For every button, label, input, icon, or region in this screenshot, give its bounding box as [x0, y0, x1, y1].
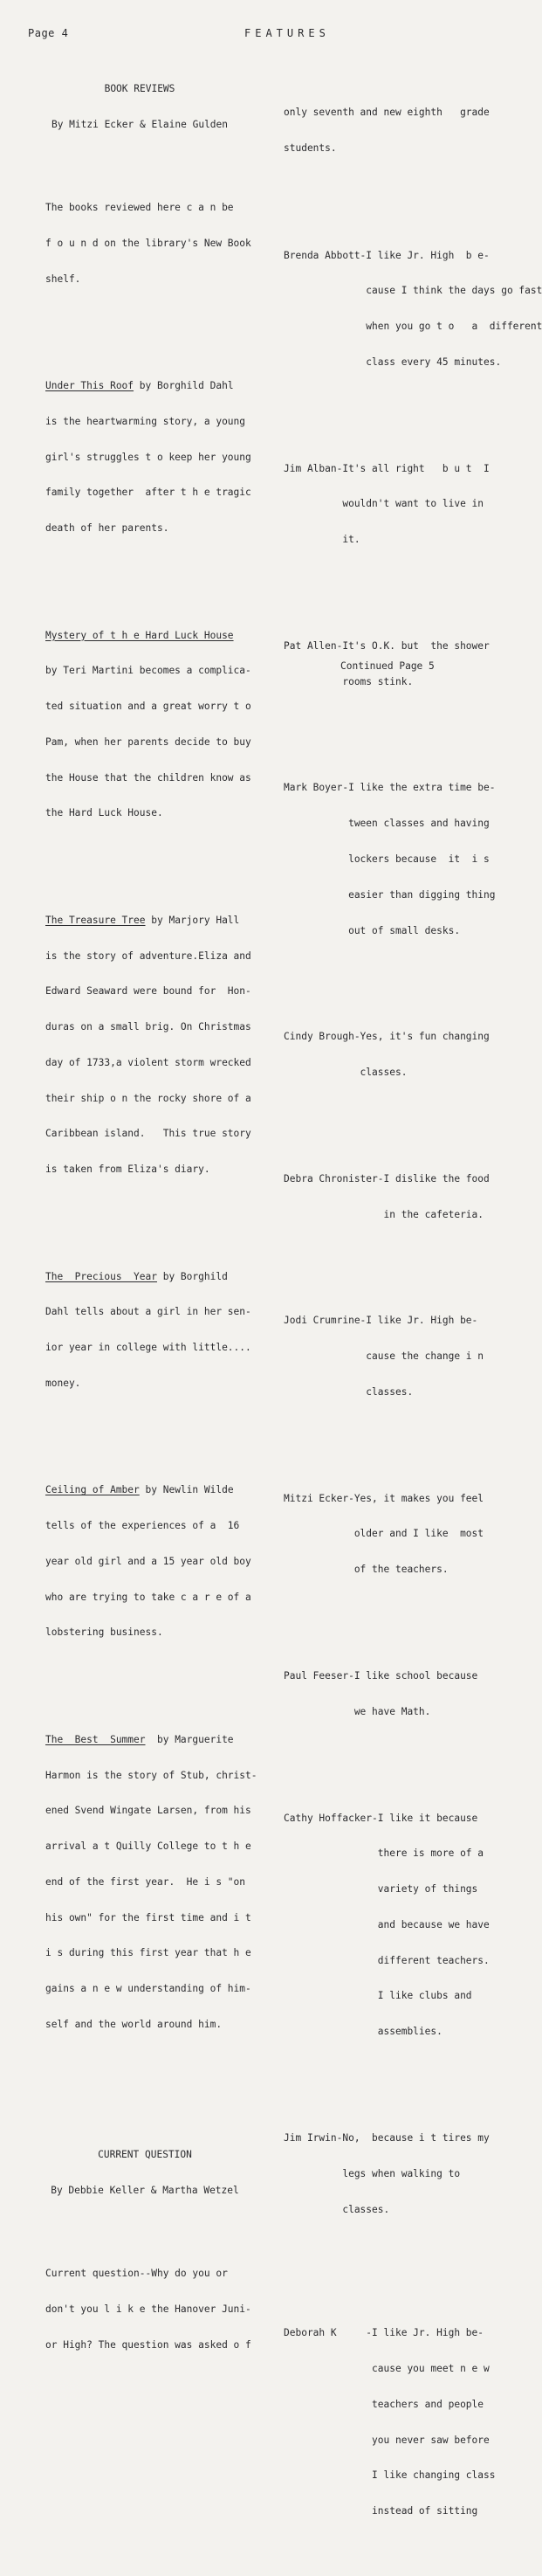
book-title: The Treasure Tree: [45, 914, 146, 926]
text-line: day of 1733,a violent storm wrecked: [45, 1056, 251, 1068]
text-line: gains a n e w understanding of him-: [45, 1983, 251, 1995]
text-line: Cindy Brough-Yes, it's fun changing: [284, 1031, 490, 1043]
text-line: [45, 630, 279, 642]
text-line: lobstering business.: [45, 1626, 163, 1639]
text-line: [45, 1484, 279, 1496]
review-hard-luck-house: [45, 605, 279, 843]
text-line: Dahl tells about a girl in her sen-: [45, 1306, 251, 1318]
text-line: older and I like most: [284, 1528, 484, 1540]
text-line: cause I think the days go fast: [284, 285, 542, 297]
text-line: ened Svend Wingate Larsen, from his: [45, 1805, 251, 1817]
text-line: out of small desks.: [284, 924, 461, 936]
text-line: ior year in college with little....: [45, 1342, 251, 1354]
text-line: self and the world around him.: [45, 2018, 223, 2030]
text-line: [45, 915, 279, 927]
text-line: students.: [284, 142, 337, 155]
book-title: Ceiling of Amber: [45, 1484, 140, 1496]
text-line: family together after t h e tragic: [45, 487, 251, 499]
text-line: when you go t o a different: [284, 321, 542, 333]
text-line: is the heartwarming story, a young: [45, 415, 246, 427]
response-mark-boyer: [284, 758, 518, 960]
text-line: f o u n d on the library's New Book: [45, 237, 251, 249]
continued-note: Continued Page 5: [340, 660, 435, 672]
text-span: by Borghild Dahl: [134, 380, 234, 392]
text-line: Current question--Why do you or: [45, 2268, 228, 2280]
text-line: arrival a t Quilly College to t h e: [45, 1840, 251, 1853]
response-paul-feeser: [284, 1647, 518, 1742]
page-number: Page 4: [28, 27, 69, 39]
left-column: [45, 59, 279, 2399]
text-line: legs when walking to: [284, 2167, 461, 2179]
text-line: tween classes and having: [284, 818, 490, 830]
text-line: who are trying to take c a r e of a: [45, 1591, 251, 1603]
text-line: classes.: [284, 1067, 408, 1079]
section-title: FEATURES: [244, 27, 330, 39]
current-question-heading: CURRENT QUESTION: [98, 2149, 192, 2161]
text-line: assemblies.: [284, 2026, 443, 2038]
response-cindy-brough: [284, 1007, 518, 1102]
text-line: classes.: [284, 1385, 414, 1398]
text-line: Jim Irwin-No, because i t tires my: [284, 2131, 490, 2144]
text-line: different teachers.: [284, 1954, 490, 1966]
text-line: and because we have: [284, 1918, 490, 1930]
text-line: Mark Boyer-I like the extra time be-: [284, 782, 496, 794]
text-line: girl's struggles t o keep her young: [45, 451, 251, 463]
text-line: of the teachers.: [284, 1564, 449, 1576]
text-line: Paul Feeser-I like school because: [284, 1670, 478, 1682]
text-line: the Hard Luck House.: [45, 807, 163, 819]
text-line: end of the first year. He i s "on: [45, 1875, 246, 1888]
response-jim-alban: [284, 439, 518, 570]
text-line: Harmon is the story of Stub, christ-: [45, 1769, 257, 1781]
text-line: don't you l i k e the Hanover Juni-: [45, 2303, 251, 2316]
review-ceiling-of-amber: [45, 1461, 279, 1662]
text-line: tells of the experiences of a 16: [45, 1520, 240, 1532]
text-line: class every 45 minutes.: [284, 356, 502, 368]
text-line: cause the change i n: [284, 1350, 484, 1363]
text-line: cause you meet n e w: [284, 2363, 490, 2375]
text-line: wouldn't want to live in: [284, 498, 484, 510]
text-line: is taken from Eliza's diary.: [45, 1164, 210, 1176]
book-title: The Best Summer: [45, 1733, 146, 1745]
current-question-intro: [45, 2244, 279, 2375]
text-line: Mitzi Ecker-Yes, it makes you feel: [284, 1492, 484, 1504]
text-line: [45, 1734, 279, 1746]
text-line: Pat Allen-It's O.K. but the shower: [284, 639, 490, 652]
text-line: instead of sitting: [284, 2505, 478, 2517]
text-line: [45, 380, 279, 392]
response-jodi-crumrine: [284, 1291, 518, 1422]
text-line: is the story of adventure.Eliza and: [45, 950, 251, 962]
text-line: you never saw before: [284, 2434, 490, 2446]
book-title: Under This Roof: [45, 380, 134, 392]
response-debra-chronister: [284, 1150, 518, 1245]
text-span: by Marguerite: [145, 1733, 234, 1745]
text-line: it.: [284, 534, 360, 546]
book-title: The Precious Year: [45, 1270, 157, 1282]
text-line: Jodi Crumrine-I like Jr. High be-: [284, 1315, 478, 1327]
text-line: teachers and people: [284, 2398, 484, 2410]
text-line: i s during this first year that h e: [45, 1947, 251, 1959]
text-line: the House that the children know as: [45, 771, 251, 784]
response-mitzi-ecker: [284, 1469, 518, 1600]
text-line: money.: [45, 1377, 81, 1389]
text-line: Brenda Abbott-I like Jr. High b e-: [284, 249, 490, 261]
text-span: by Marjory Hall: [145, 914, 240, 926]
response-deborah-k: [284, 2303, 518, 2541]
response-cathy-hoffacker: [284, 1788, 518, 2061]
review-under-this-roof: [45, 356, 279, 558]
text-line: classes.: [284, 2203, 390, 2215]
text-line: ted situation and a great worry t o: [45, 701, 251, 713]
book-reviews-heading: BOOK REVIEWS: [104, 83, 175, 95]
text-line: by Teri Martini becomes a complica-: [45, 665, 251, 677]
text-line: his own" for the first time and i t: [45, 1911, 251, 1923]
book-reviews-byline: By Mitzi Ecker & Elaine Gulden: [51, 118, 229, 130]
text-span: by Borghild: [156, 1270, 228, 1282]
text-span: by Newlin Wilde: [139, 1484, 234, 1496]
text-line: [45, 1271, 279, 1283]
text-line: shelf.: [45, 273, 81, 285]
text-line: only seventh and new eighth grade: [284, 107, 490, 119]
response-jim-irwin: [284, 2109, 518, 2240]
text-line: I like clubs and: [284, 1990, 472, 2002]
text-line: rooms stink.: [284, 675, 414, 687]
review-best-summer: [45, 1710, 279, 2055]
review-precious-year: [45, 1247, 279, 1412]
book-reviews-intro: [45, 178, 279, 309]
text-line: we have Math.: [284, 1705, 431, 1717]
review-treasure-tree: [45, 891, 279, 1199]
text-line: Jim Alban-It's all right b u t I: [284, 462, 490, 474]
text-line: Cathy Hoffacker-I like it because: [284, 1812, 478, 1824]
text-line: Caribbean island. This true story: [45, 1128, 251, 1140]
current-question-intro-continued: [284, 83, 518, 178]
response-brenda-abbott: [284, 225, 542, 391]
right-column: [284, 59, 542, 2576]
text-line: lockers because it i s: [284, 853, 490, 865]
text-line: The books reviewed here c a n be: [45, 202, 234, 214]
text-line: Pam, when her parents decide to buy: [45, 736, 251, 748]
text-line: year old girl and a 15 year old boy: [45, 1555, 251, 1567]
text-line: death of her parents.: [45, 522, 169, 535]
text-line: Edward Seaward were bound for Hon-: [45, 985, 251, 998]
text-line: Deborah K -I like Jr. High be-: [284, 2327, 484, 2339]
text-line: easier than digging thing: [284, 888, 496, 901]
text-line: or High? The question was asked o f: [45, 2338, 251, 2351]
text-line: there is more of a: [284, 1847, 484, 1860]
text-line: duras on a small brig. On Christmas: [45, 1021, 251, 1033]
text-line: their ship o n the rocky shore of a: [45, 1092, 251, 1104]
text-line: I like changing class: [284, 2469, 496, 2482]
text-line: Debra Chronister-I dislike the food: [284, 1172, 490, 1184]
text-line: in the cafeteria.: [284, 1208, 484, 1220]
book-title: Mystery of t h e Hard Luck House: [45, 629, 234, 641]
current-question-byline: By Debbie Keller & Martha Wetzel: [51, 2185, 239, 2197]
text-line: variety of things: [284, 1883, 478, 1896]
